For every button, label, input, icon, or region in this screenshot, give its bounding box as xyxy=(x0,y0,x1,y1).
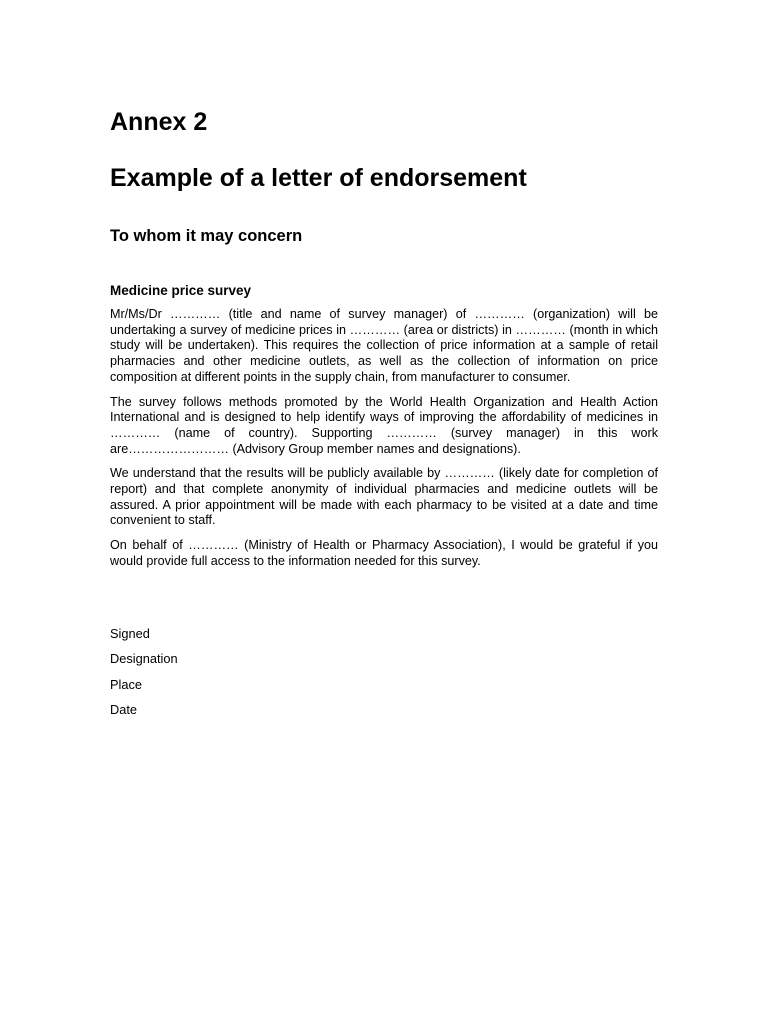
date-label: Date xyxy=(110,701,138,717)
place-label: Place xyxy=(110,676,143,692)
letter-body xyxy=(110,307,658,579)
body-paragraph-2: The survey follows methods promoted by the World Health Organization and Health Action International and is designed to help identify ways of improving the affordability of medicines in ………… (name of country). Supporting ………… (survey manager) in this work are…………………… (Advisory Group member names and designations). xyxy=(110,394,658,456)
page-title: Example of a letter of endorsement xyxy=(110,164,527,192)
designation-label: Designation xyxy=(110,651,178,667)
annex-title: Annex 2 xyxy=(110,108,208,136)
signed-label: Signed xyxy=(110,626,150,641)
body-paragraph-3: We understand that the results will be publicly available by ………… (likely date for completion of report) and that complete anonymity of individual pharmacies and medicine outlets will be assured. A prior appointment will be made with each pharmacy to be visited at a date and time convenient to staff. xyxy=(110,466,658,528)
subject-heading: Medicine price survey xyxy=(110,283,252,298)
signature-block xyxy=(110,626,178,727)
body-paragraph-1: Mr/Ms/Dr ………… (title and name of survey manager) of ………… (organization) will be undertaking a survey of medicine prices in ………… (area or districts) in ………… (month in which study will be undertaken). This requires the collection of price information at a sample of retail pharmacies and other medicine outlets, as well as the collection of information on price composition at different points in the supply chain, from manufacturer to consumer. xyxy=(110,307,658,384)
salutation-heading: To whom it may concern xyxy=(110,227,303,245)
body-paragraph-4: On behalf of ………… (Ministry of Health or Pharmacy Association), I would be grateful if you would provide full access to the information needed for this survey. xyxy=(110,538,658,568)
